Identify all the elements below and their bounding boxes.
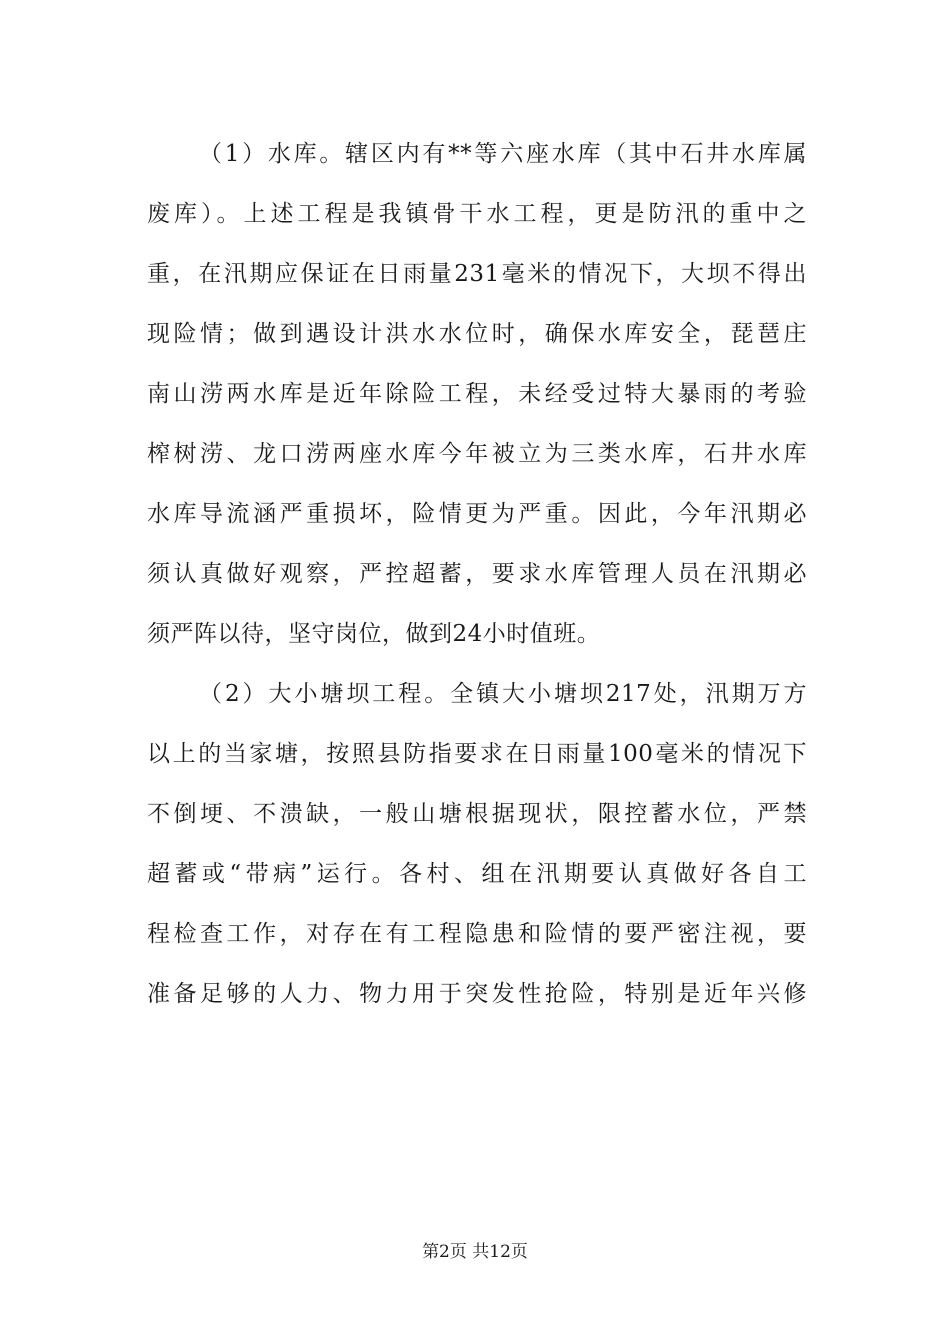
paragraph-ponds-dams xyxy=(147,664,807,1024)
text-line: （2）大小塘坝工程。全镇大小塘坝217处，汛期万方 xyxy=(199,681,807,707)
text-line: 水库导流涵严重损坏，险情更为严重。因此，今年汛期必 xyxy=(147,501,807,527)
text-line: 程检查工作，对存在有工程隐患和险情的要严密注视，要 xyxy=(147,921,807,947)
text-line: 榨树涝、龙口涝两座水库今年被立为三类水库，石井水库 xyxy=(147,441,807,467)
page-footer xyxy=(0,1240,950,1264)
text-line: 超蓄或“带病”运行。各村、组在汛期要认真做好各自工 xyxy=(147,861,807,887)
text-line: 以上的当家塘，按照县防指要求在日雨量100毫米的情况下 xyxy=(147,741,807,767)
text-line: （1）水库。辖区内有**等六座水库（其中石井水库属 xyxy=(199,141,807,167)
text-line: 现险情；做到遇设计洪水水位时，确保水库安全，琵琶庄 xyxy=(147,321,807,347)
total-page-count: 共12页 xyxy=(472,1242,528,1262)
text-line: 南山涝两水库是近年除险工程，未经受过特大暴雨的考验 xyxy=(147,381,807,407)
text-line: 重，在汛期应保证在日雨量231毫米的情况下，大坝不得出 xyxy=(147,261,807,287)
current-page-number: 第2页 xyxy=(422,1242,467,1262)
text-line: 废库）。上述工程是我镇骨干水工程，更是防汛的重中之 xyxy=(147,201,807,227)
text-line: 准备足够的人力、物力用于突发性抢险，特别是近年兴修 xyxy=(147,981,807,1007)
text-line: 须认真做好观察，严控超蓄，要求水库管理人员在汛期必 xyxy=(147,561,807,587)
paragraph-reservoirs xyxy=(147,124,807,664)
body-text xyxy=(147,124,807,1024)
text-line: 不倒埂、不溃缺，一般山塘根据现状，限控蓄水位，严禁 xyxy=(147,801,807,827)
text-line: 须严阵以待，坚守岗位，做到24小时值班。 xyxy=(147,621,601,647)
